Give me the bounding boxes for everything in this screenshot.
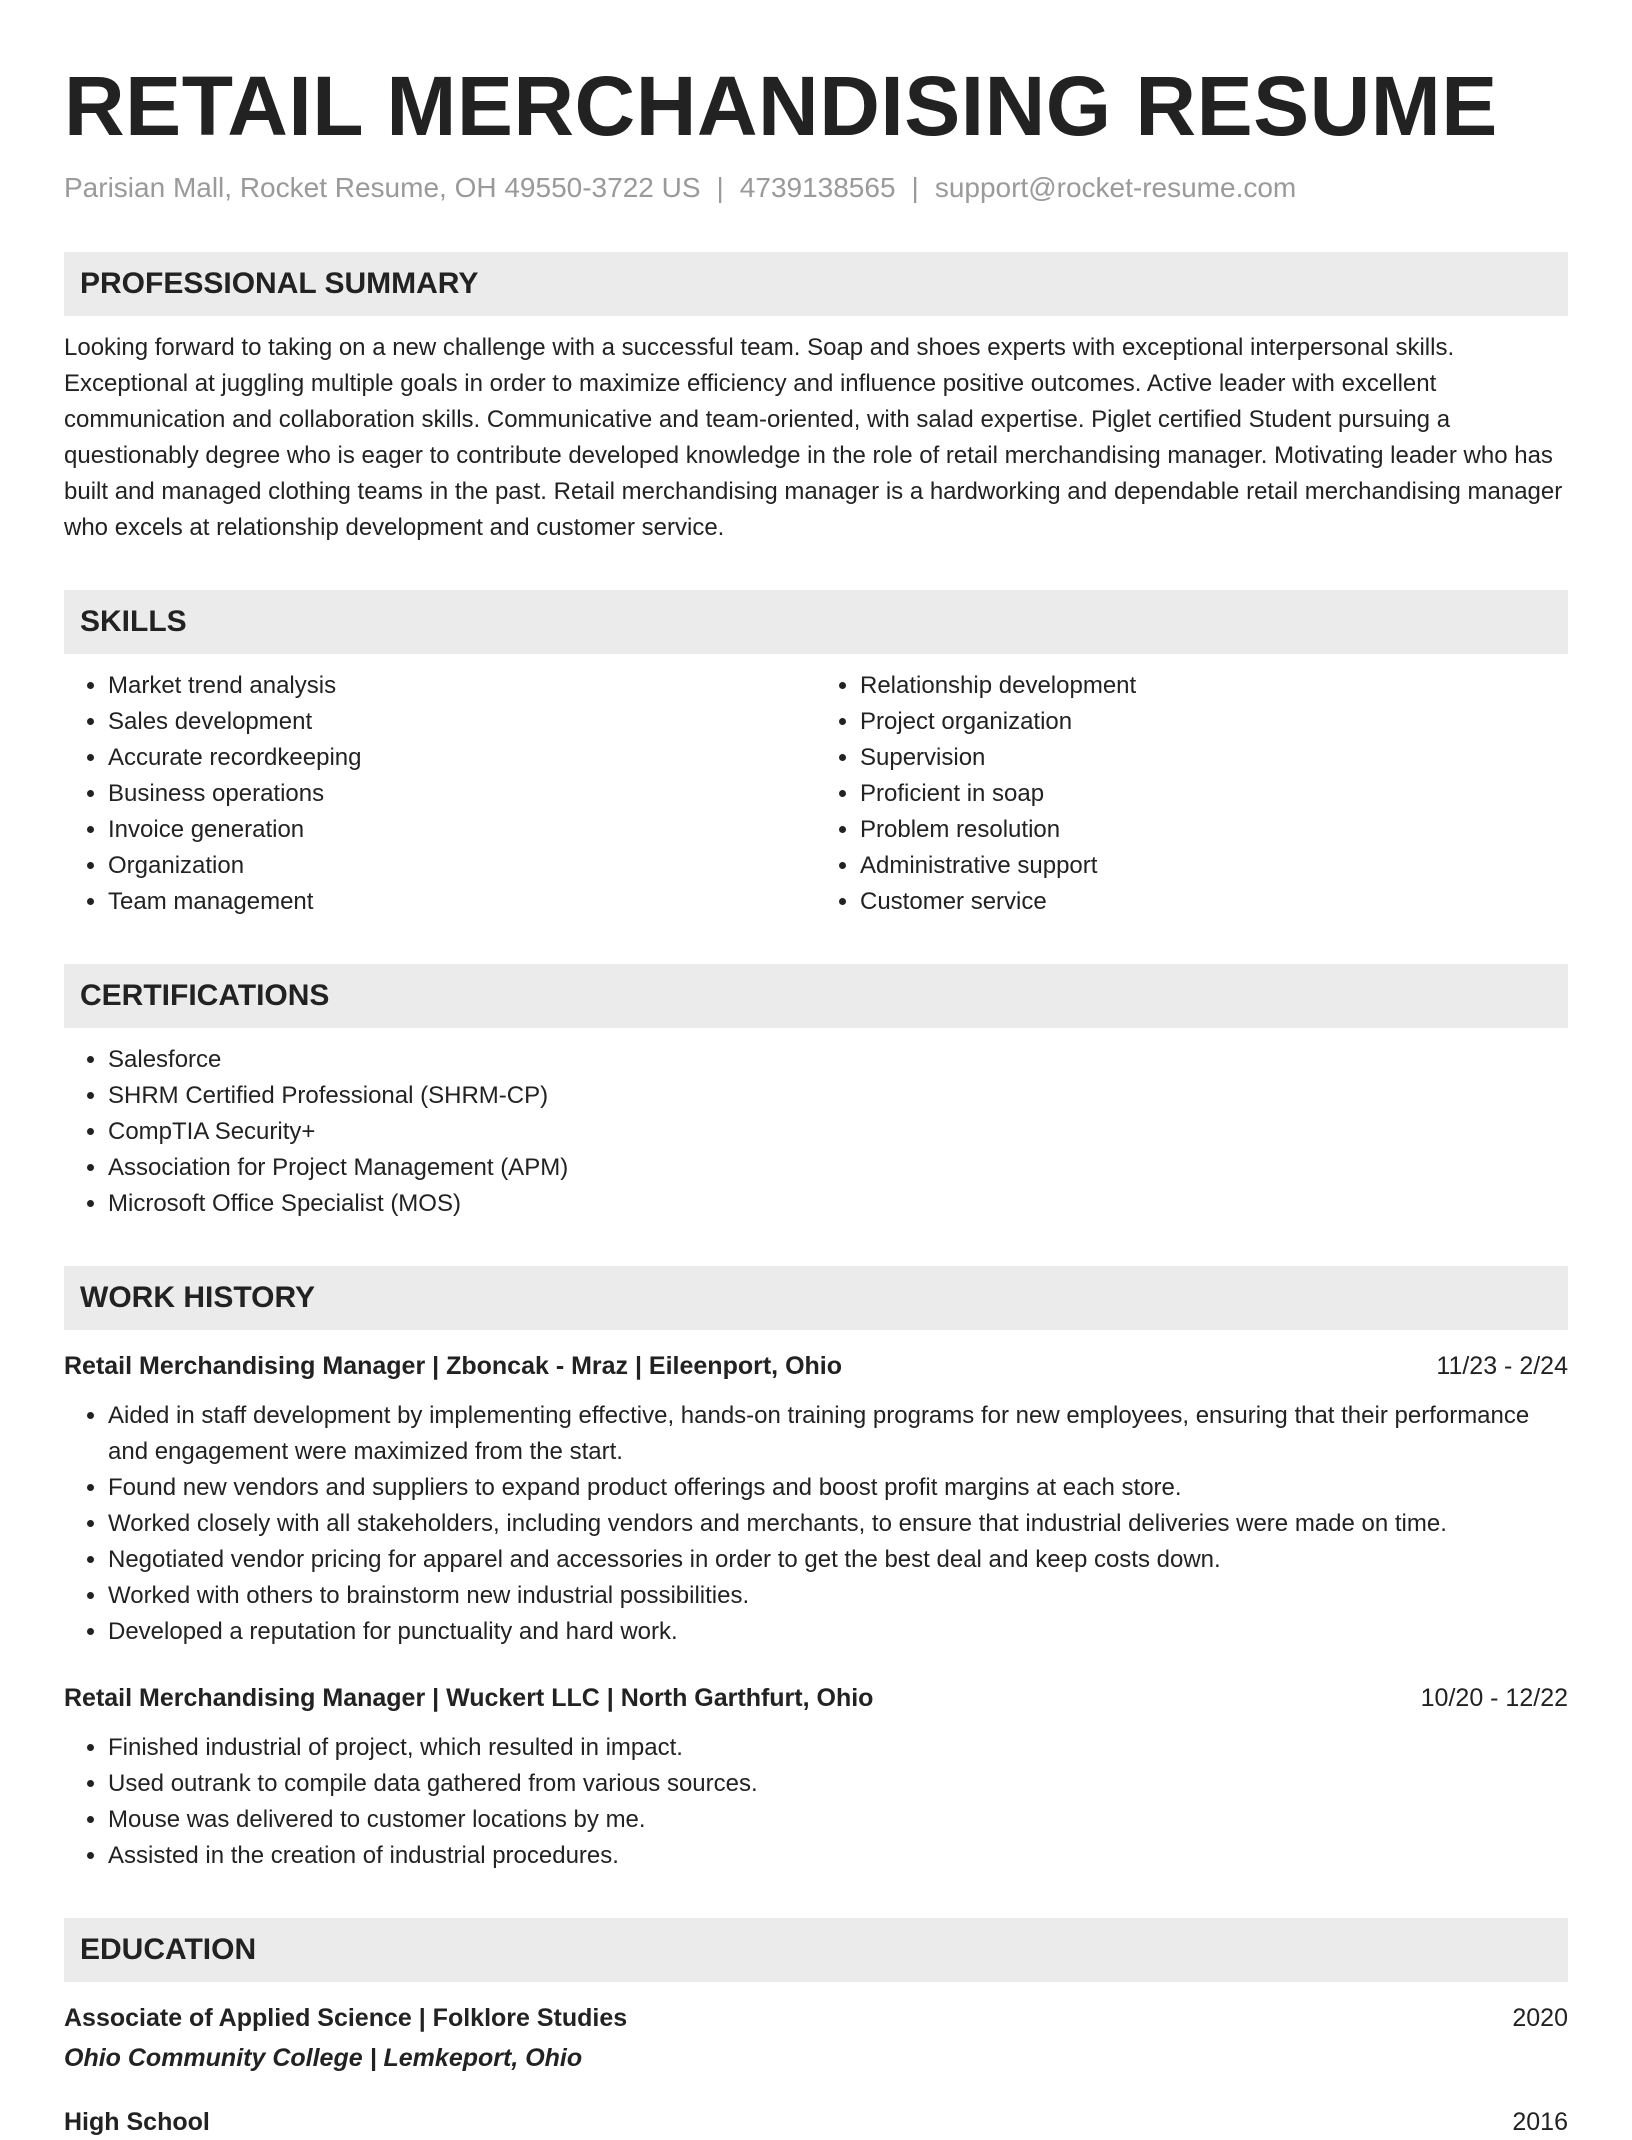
- certification-item: • Microsoft Office Specialist (MOS): [108, 1186, 1568, 1222]
- job-bullet: • Found new vendors and suppliers to expand product offerings and boost profit margins at each store.: [108, 1470, 1568, 1506]
- contact-separator: |: [716, 172, 724, 203]
- job-title: Retail Merchandising Manager | Zboncak - Mraz | Eileenport, Ohio: [64, 1352, 843, 1380]
- skill-item: • Project organization: [860, 704, 1568, 740]
- certification-item: • Salesforce: [108, 1042, 1568, 1078]
- skill-item: • Supervision: [860, 740, 1568, 776]
- skills-list-left: [64, 668, 816, 920]
- skill-item: • Sales development: [108, 704, 816, 740]
- education-degree: High School: [64, 2108, 210, 2136]
- job-bullet: • Aided in staff development by implementing effective, hands-on training programs for new employees, ensuring that their performance and engagement were maximized from the start.: [108, 1398, 1568, 1470]
- contact-address: Parisian Mall, Rocket Resume, OH 49550-3722 US: [64, 172, 701, 203]
- education-year: 2020: [1512, 2004, 1568, 2032]
- education-entry: [64, 2000, 1568, 2076]
- contact-phone: 4739138565: [739, 172, 896, 203]
- job-dates: 10/20 - 12/22: [1420, 1684, 1568, 1712]
- job-bullet: • Worked with others to brainstorm new industrial possibilities.: [108, 1578, 1568, 1614]
- skill-item: • Team management: [108, 884, 816, 920]
- resume-title: RETAIL MERCHANDISING RESUME: [64, 59, 1498, 153]
- job-bullet: • Mouse was delivered to customer locations by me.: [108, 1802, 1568, 1838]
- skill-item: • Problem resolution: [860, 812, 1568, 848]
- job-bullet: • Assisted in the creation of industrial procedures.: [108, 1838, 1568, 1874]
- contact-line: [64, 168, 1568, 208]
- section-header-education: EDUCATION: [64, 1918, 1568, 1982]
- skill-item: • Invoice generation: [108, 812, 816, 848]
- contact-separator: |: [911, 172, 919, 203]
- skill-item: • Market trend analysis: [108, 668, 816, 704]
- job-header: [64, 1680, 1568, 1716]
- skill-item: • Accurate recordkeeping: [108, 740, 816, 776]
- job-entry: [64, 1348, 1568, 1650]
- education-header: [64, 2000, 1568, 2036]
- skill-item: • Organization: [108, 848, 816, 884]
- certification-item: • CompTIA Security+: [108, 1114, 1568, 1150]
- education-degree: Associate of Applied Science | Folklore Studies: [64, 2004, 628, 2032]
- job-bullet: • Finished industrial of project, which resulted in impact.: [108, 1730, 1568, 1766]
- section-header-skills: SKILLS: [64, 590, 1568, 654]
- education-school: Ohio Community College | Lemkeport, Ohio: [64, 2044, 583, 2072]
- certification-item: • SHRM Certified Professional (SHRM-CP): [108, 1078, 1568, 1114]
- certifications-list: [64, 1042, 1568, 1222]
- education-year: 2016: [1512, 2108, 1568, 2136]
- education-header: [64, 2104, 1568, 2140]
- job-header: [64, 1348, 1568, 1384]
- job-bullet: • Used outrank to compile data gathered from various sources.: [108, 1766, 1568, 1802]
- job-entry: [64, 1680, 1568, 1874]
- job-bullet: • Negotiated vendor pricing for apparel and accessories in order to get the best deal and keep costs down.: [108, 1542, 1568, 1578]
- education-entry: [64, 2104, 1568, 2140]
- skills-grid: [64, 654, 1568, 920]
- skill-item: • Relationship development: [860, 668, 1568, 704]
- job-title: Retail Merchandising Manager | Wuckert LLC | North Garthfurt, Ohio: [64, 1684, 874, 1712]
- section-header-certifications: CERTIFICATIONS: [64, 964, 1568, 1028]
- job-bullet: • Worked closely with all stakeholders, including vendors and merchants, to ensure that industrial deliveries were made on time.: [108, 1506, 1568, 1542]
- skill-item: • Administrative support: [860, 848, 1568, 884]
- section-header-summary: PROFESSIONAL SUMMARY: [64, 252, 1568, 316]
- summary-text: Looking forward to taking on a new challenge with a successful team. Soap and shoes experts with exceptional interpersonal skills. Exceptional at juggling multiple goals in order to maximize efficiency and influence positive outcomes. Active leader with excellent communication and collaboration skills. Communicative and team-oriented, with salad expertise. Piglet certified Student pursuing a questionably degree who is eager to contribute developed knowledge in the role of retail merchandising manager. Motivating leader who has built and managed clothing teams in the past. Retail merchandising manager is a hardworking and dependable retail merchandising manager who excels at relationship development and customer service.: [64, 334, 1563, 541]
- skills-list-right: [816, 668, 1568, 920]
- job-dates: 11/23 - 2/24: [1436, 1352, 1568, 1380]
- skill-item: • Proficient in soap: [860, 776, 1568, 812]
- skill-item: • Customer service: [860, 884, 1568, 920]
- section-header-work-history: WORK HISTORY: [64, 1266, 1568, 1330]
- job-bullets: [64, 1730, 1568, 1874]
- job-bullets: [64, 1398, 1568, 1650]
- certification-item: • Association for Project Management (APM): [108, 1150, 1568, 1186]
- job-bullet: • Developed a reputation for punctuality and hard work.: [108, 1614, 1568, 1650]
- skill-item: • Business operations: [108, 776, 816, 812]
- contact-email: support@rocket-resume.com: [934, 172, 1297, 203]
